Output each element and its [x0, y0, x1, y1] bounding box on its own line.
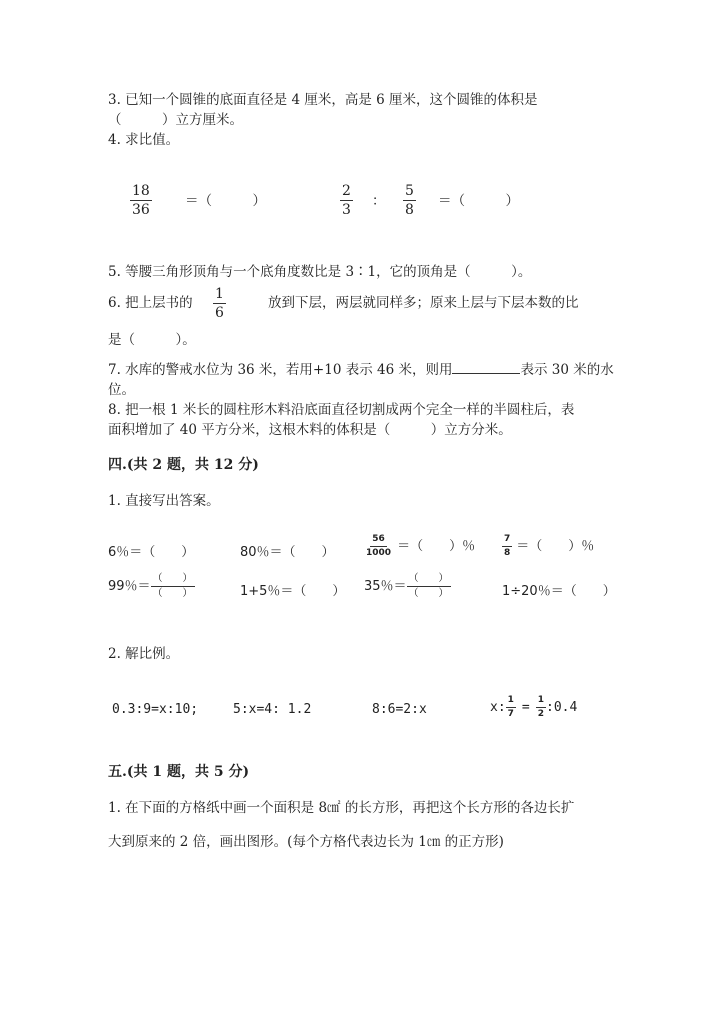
q4-f2-den: 3 — [342, 202, 351, 218]
calc-99-den: （ ） — [152, 588, 193, 599]
calc-35-pre: 35％＝ — [364, 579, 407, 594]
calc-c-num: 56 — [370, 535, 387, 547]
q6-frac-num: 1 — [215, 286, 224, 302]
proportion-4 — [490, 696, 577, 719]
p4-f2-num: 1 — [536, 696, 546, 708]
calc-6-percent: 6％＝（ ） — [108, 545, 195, 560]
q6-fraction — [213, 287, 226, 320]
q8-line2: 面积增加了 40 平方分米，这根木料的体积是（ ）立方分米。 — [108, 422, 512, 438]
calc-99-num: （ ） — [151, 574, 195, 587]
calc-7-over-8 — [502, 535, 594, 558]
q4-fraction-3 — [403, 184, 416, 217]
calc-d-num: 7 — [502, 535, 512, 547]
q7-line2: 位。 — [108, 382, 135, 398]
q3-line2: （ ）立方厘米。 — [108, 112, 243, 128]
q7-blank — [452, 361, 520, 374]
q4-f3-num: 5 — [405, 183, 414, 199]
calc-56-over-1000 — [364, 535, 475, 558]
p4-f1-den: 7 — [507, 709, 514, 719]
q4-fraction-2 — [340, 184, 353, 217]
q7-pre: 7. 水库的警戒水位为 36 米，若用+10 表示 46 米，则用 — [108, 362, 453, 378]
p4-eq: = — [521, 700, 530, 715]
q8-line1: 8. 把一根 1 米长的圆柱形木料沿底面直径切割成两个完全一样的半圆柱后，表 — [108, 402, 575, 418]
calc-35-den: （ ） — [408, 588, 449, 599]
section5-line2: 大到原来的 2 倍，画出图形。(每个方格代表边长为 1㎝ 的正方形) — [108, 834, 504, 850]
calc-1-plus-5-percent: 1+5％＝（ ） — [240, 584, 346, 599]
q4-answer-2: ＝（ ） — [438, 193, 519, 209]
section5-heading: 五.(共 1 题，共 5 分) — [108, 764, 250, 780]
q7-line1 — [108, 358, 614, 378]
proportion-3: 8:6=2:x — [372, 702, 427, 717]
calc-1-div-20-percent: 1÷20％＝（ ） — [502, 584, 616, 599]
calc-c-den: 1000 — [366, 548, 392, 558]
p4-f2-den: 2 — [537, 709, 545, 719]
calc-35-percent — [364, 574, 451, 599]
q6-frac-den: 6 — [215, 305, 224, 321]
section4-heading: 四.(共 2 题，共 12 分) — [108, 457, 259, 473]
q5-text: 5. 等腰三角形顶角与一个底角度数比是 3∶1，它的顶角是（ ）。 — [108, 264, 532, 280]
section4-q2-title: 2. 解比例。 — [108, 646, 180, 662]
q4-colon: ： — [372, 193, 386, 209]
section4-q1-title: 1. 直接写出答案。 — [108, 493, 220, 509]
p4-f1-num: 1 — [506, 696, 516, 708]
q4-fraction-1 — [130, 184, 152, 217]
p4-pre: x: — [490, 700, 506, 715]
q4-f1-den: 36 — [132, 202, 150, 218]
q4-f1-num: 18 — [132, 183, 150, 199]
calc-35-num: （ ） — [407, 574, 451, 587]
calc-c-tail: ＝（ ）％ — [397, 539, 476, 554]
q4-f3-den: 8 — [405, 202, 414, 218]
calc-d-den: 8 — [504, 548, 511, 558]
q7-post: 表示 30 米的水 — [520, 362, 614, 378]
p4-tail: :0.4 — [546, 700, 578, 715]
calc-99-percent — [108, 574, 195, 599]
proportion-1: 0.3:9=x:10; — [112, 702, 199, 717]
proportion-2: 5:x=4: 1.2 — [233, 702, 312, 717]
calc-99-pre: 99％＝ — [108, 579, 151, 594]
q6-line2: 是（ ）。 — [108, 332, 196, 348]
calc-80-percent: 80％＝（ ） — [240, 545, 335, 560]
q6-prefix: 6. 把上层书的 — [108, 295, 193, 311]
calc-d-tail: ＝（ ）％ — [516, 539, 595, 554]
q4-title: 4. 求比值。 — [108, 132, 180, 148]
q6-suffix: 放到下层，两层就同样多；原来上层与下层本数的比 — [268, 295, 579, 311]
q4-f2-num: 2 — [342, 183, 351, 199]
section5-line1: 1. 在下面的方格纸中画一个面积是 8㎠ 的长方形，再把这个长方形的各边长扩 — [108, 800, 575, 816]
q4-answer-1: ＝（ ） — [185, 193, 266, 209]
q3-line1: 3. 已知一个圆锥的底面直径是 4 厘米，高是 6 厘米，这个圆锥的体积是 — [108, 92, 538, 108]
